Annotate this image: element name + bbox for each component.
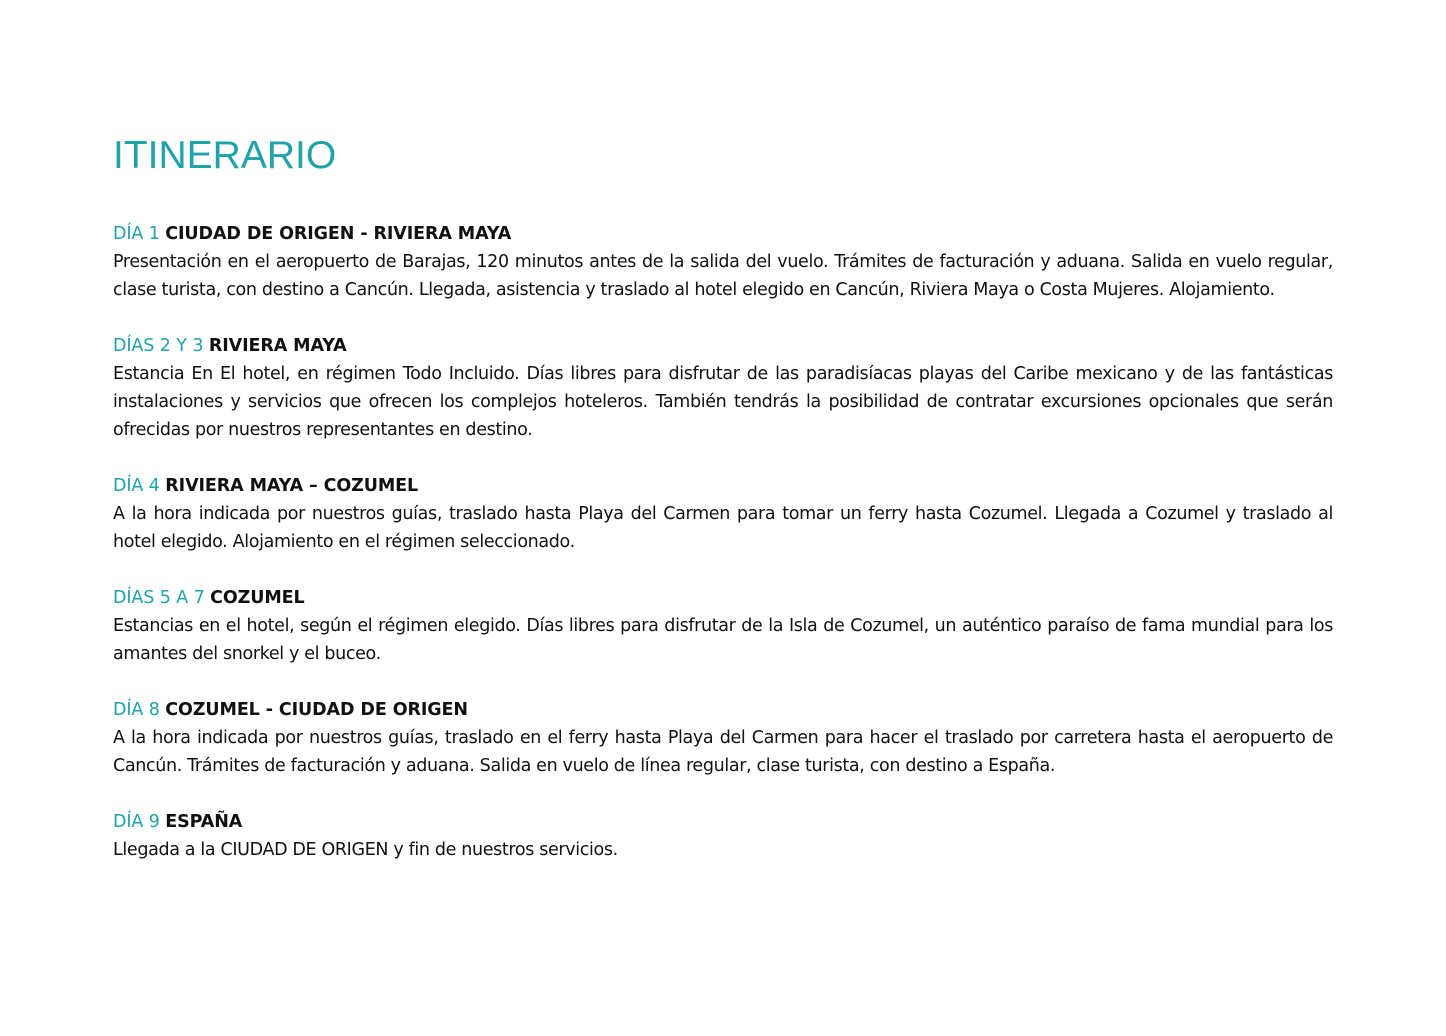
day-place: RIVIERA MAYA – COZUMEL [165,476,419,496]
day-heading [113,584,1333,612]
day-heading [113,332,1333,360]
day-section-9 [113,808,1333,864]
day-description: A la hora indicada por nuestros guías, traslado en el ferry hasta Playa del Carmen para hacer el traslado por carretera hasta el aeropuerto de Cancún. Trámites de facturación y aduana. Salida en vuelo de línea regular, clase turista, con destino a España. [113,728,1333,776]
day-section-5-7 [113,584,1333,668]
day-place: RIVIERA MAYA [208,336,347,356]
day-label: DÍA 8 [113,700,160,720]
day-section-4 [113,472,1333,556]
day-description: Estancia En El hotel, en régimen Todo Incluido. Días libres para disfrutar de las paradisíacas playas del Caribe mexicano y de las fantásticas instalaciones y servicios que ofrecen los complejos hoteleros. También tendrás la posibilidad de contratar excursiones opcionales que serán ofrecidas por nuestros representantes en destino. [113,364,1333,440]
page-title: ITINERARIO [113,134,337,177]
day-description: Presentación en el aeropuerto de Barajas, 120 minutos antes de la salida del vuelo. Trámites de facturación y aduana. Salida en vuelo regular, clase turista, con destino a Cancún. Llegada, asistencia y traslado al hotel elegido en Cancún, Riviera Maya o Costa Mujeres. Alojamiento. [113,252,1333,300]
day-place: COZUMEL [210,588,305,608]
day-description: Estancias en el hotel, según el régimen elegido. Días libres para disfrutar de la Isla de Cozumel, un auténtico paraíso de fama mundial para los amantes del snorkel y el buceo. [113,616,1333,664]
day-label: DÍA 1 [113,224,160,244]
day-label: DÍAS 2 Y 3 [113,336,204,356]
day-label: DÍAS 5 A 7 [113,588,205,608]
day-heading [113,808,1333,836]
itinerary-page [113,134,1333,892]
day-section-8 [113,696,1333,780]
day-place: CIUDAD DE ORIGEN - RIVIERA MAYA [165,224,512,244]
day-label: DÍA 4 [113,476,160,496]
day-place: ESPAÑA [165,812,243,832]
day-description: Llegada a la CIUDAD DE ORIGEN y fin de nuestros servicios. [113,840,618,860]
day-section-1 [113,220,1333,304]
day-heading [113,696,1333,724]
day-section-2-3 [113,332,1333,444]
day-label: DÍA 9 [113,812,160,832]
day-heading [113,472,1333,500]
day-place: COZUMEL - CIUDAD DE ORIGEN [165,700,468,720]
day-heading [113,220,1333,248]
day-description: A la hora indicada por nuestros guías, traslado hasta Playa del Carmen para tomar un ferry hasta Cozumel. Llegada a Cozumel y traslado al hotel elegido. Alojamiento en el régimen seleccionado. [113,504,1333,552]
